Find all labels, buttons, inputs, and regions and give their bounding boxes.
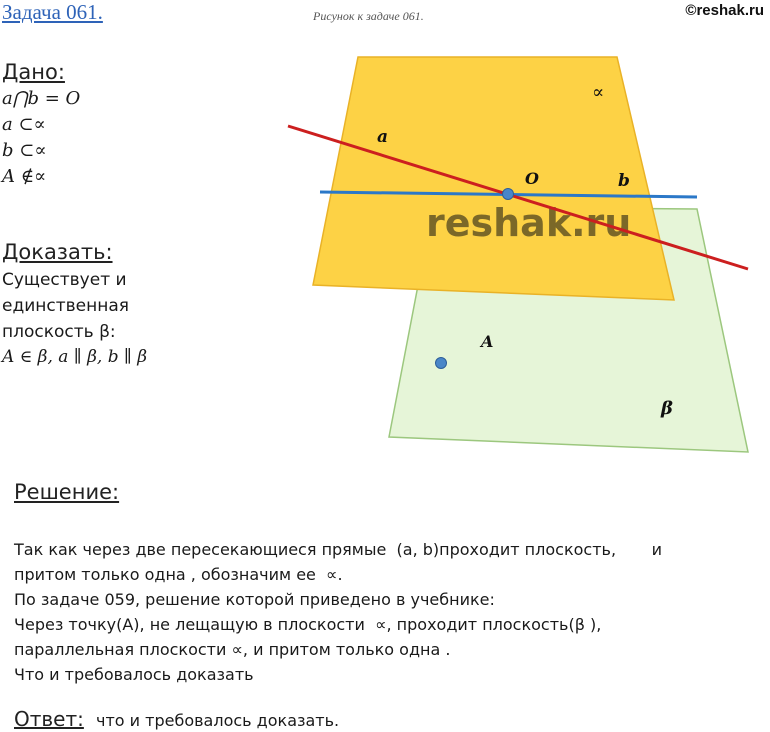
prove-line-1: Существует и [2,270,127,290]
problem-title: Задача 061. [2,0,103,24]
point-o [503,189,514,200]
solution-line-2: притом только одна , обозначим ее ∝. [14,565,343,584]
solution-line-6: Что и требовалось доказать [14,665,254,684]
prove-heading: Доказать: [2,240,113,264]
given-line-4: A ∉∝ [2,166,47,187]
prove-line-4: A ∈ β, a ∥ β, b ∥ β [2,347,148,367]
solution-line-1: Так как через две пересекающиеся прямые (a, b)проходит плоскость, и [14,540,663,559]
figure-caption: Рисунок к задаче 061. [313,9,424,23]
given-line-2: a ⊂∝ [2,114,46,135]
watermark-text: reshak.ru [426,201,632,245]
given-heading: Дано: [2,60,65,84]
label-b: b [618,171,630,191]
label-beta: β [661,398,673,419]
answer-text: что и требовалось доказать. [96,711,340,730]
label-o: O [525,169,539,188]
given-line-3: b ⊂∝ [2,140,47,161]
prove-line-3: плоскость β: [2,322,116,342]
prove-line-2: единственная [2,296,129,316]
point-a [436,358,447,369]
solution-line-3: По задаче 059, решение которой приведено в учебнике: [14,590,495,609]
label-alpha: ∝ [592,82,605,103]
answer-label: Ответ: [14,707,84,731]
solution-line-4: Через точку(A), не лещащую в плоскости ∝, проходит плоскость(β ), [14,615,602,634]
given-line-1: a⋂b = O [2,88,81,109]
site-copyright: ©reshak.ru [685,2,764,19]
solution-line-5: параллельная плоскости ∝, и притом только одна . [14,640,451,659]
solution-heading: Решение: [14,480,120,504]
label-a: a [377,127,389,147]
label-A: A [481,332,494,351]
